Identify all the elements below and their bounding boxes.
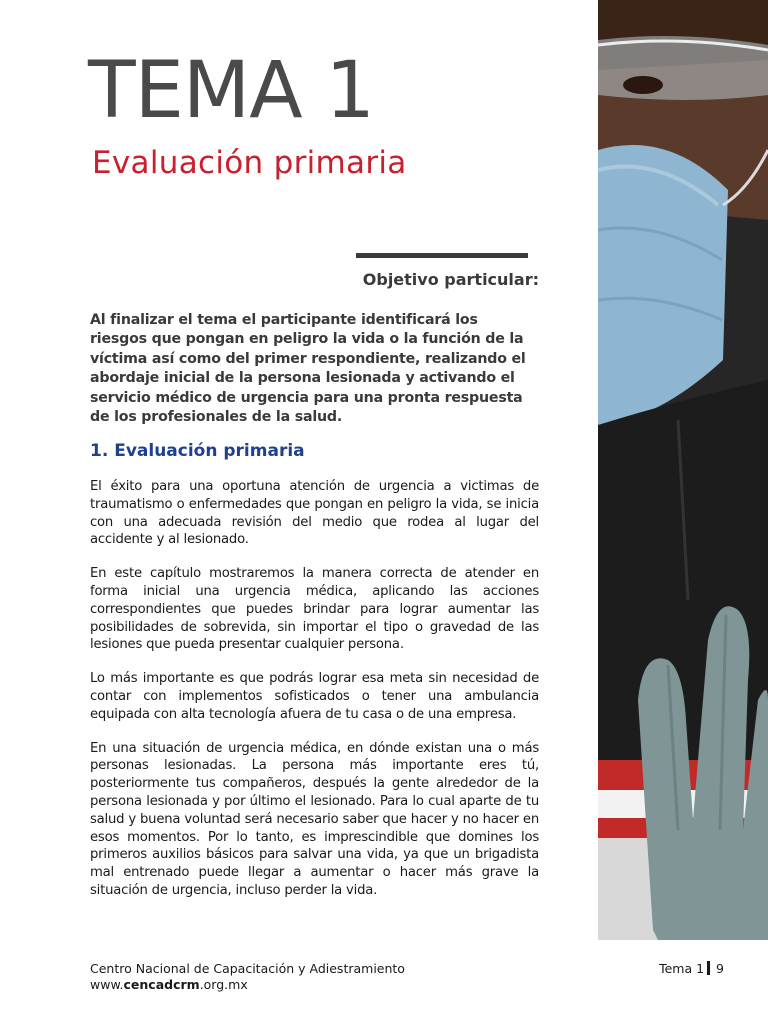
page-number: 9 (716, 961, 724, 976)
paragraph: El éxito para una oportuna atención de urgencia a victimas de traumatismo o enfermedades que pongan en peligro la vida, se inicia con una adecuada revisión del medio que rodea al lugar del accidente y al lesionado. (90, 479, 539, 548)
section-heading: 1. Evaluación primaria (90, 441, 305, 461)
paragraph: En una situación de urgencia médica, en dónde existan una o más personas lesionadas. La persona más importante eres tú, posteriormente tus compañeros, después la gente alrededor de la persona lesionada y por último el lesionado. Para lo cual aparte de tu salud y buena voluntad será necesario saber que hacer y no hacer en esos momentos. Por lo tanto, es imprescindible que domines los primeros auxilios básicos para salvar una vida, ya que un brigadista mal entrenado puede llegar a aumentar o hacer más grave la situación de urgencia, incluso perder la vida. (90, 740, 539, 898)
paragraph: En este capítulo mostraremos la manera correcta de atender en forma inicial una urgencia médica, aplicando las acciones correspondientes que puedes brindar para lograr aumentar las posibilidades de sobrevida, sin importar el tipo o gravedad de las lesiones que pueda presentar cualquier persona. (90, 566, 539, 653)
footer-org-name: Centro Nacional de Capacitación y Adiestramiento (90, 961, 405, 976)
page-separator (707, 961, 710, 975)
body-text (90, 478, 539, 916)
divider-rule (356, 253, 528, 258)
footer-url-prefix: www. (90, 977, 124, 992)
cover-photo (598, 0, 768, 940)
objective-text: Al finalizar el tema el participante identificará los riesgos que pongan en peligro la vida o la función de la víctima así como del primer respondiente, realizando el abordaje inicial de la persona lesionada y activando el servicio médico de urgencia para una pronta respuesta de los profesionales de la salud. (90, 312, 526, 426)
chapter-subtitle: Evaluación primaria (92, 145, 407, 181)
tema-title: TEMA 1 (88, 46, 375, 136)
footer-organization (90, 961, 405, 993)
paragraph: Lo más importante es que podrás lograr esa meta sin necesidad de contar con implementos sofisticados o tener una ambulancia equipada con alta tecnología afuera de tu casa o de una empresa. (90, 671, 539, 722)
footer-page-label: Tema 1 (659, 961, 705, 976)
footer-page-info (659, 961, 724, 976)
objective-label: Objetivo particular: (362, 270, 539, 289)
person-with-mask-and-glove-photo (598, 0, 768, 940)
footer-url[interactable] (90, 977, 405, 993)
footer-url-bold: cencadcrm (123, 977, 200, 992)
footer-url-suffix: .org.mx (199, 977, 248, 992)
